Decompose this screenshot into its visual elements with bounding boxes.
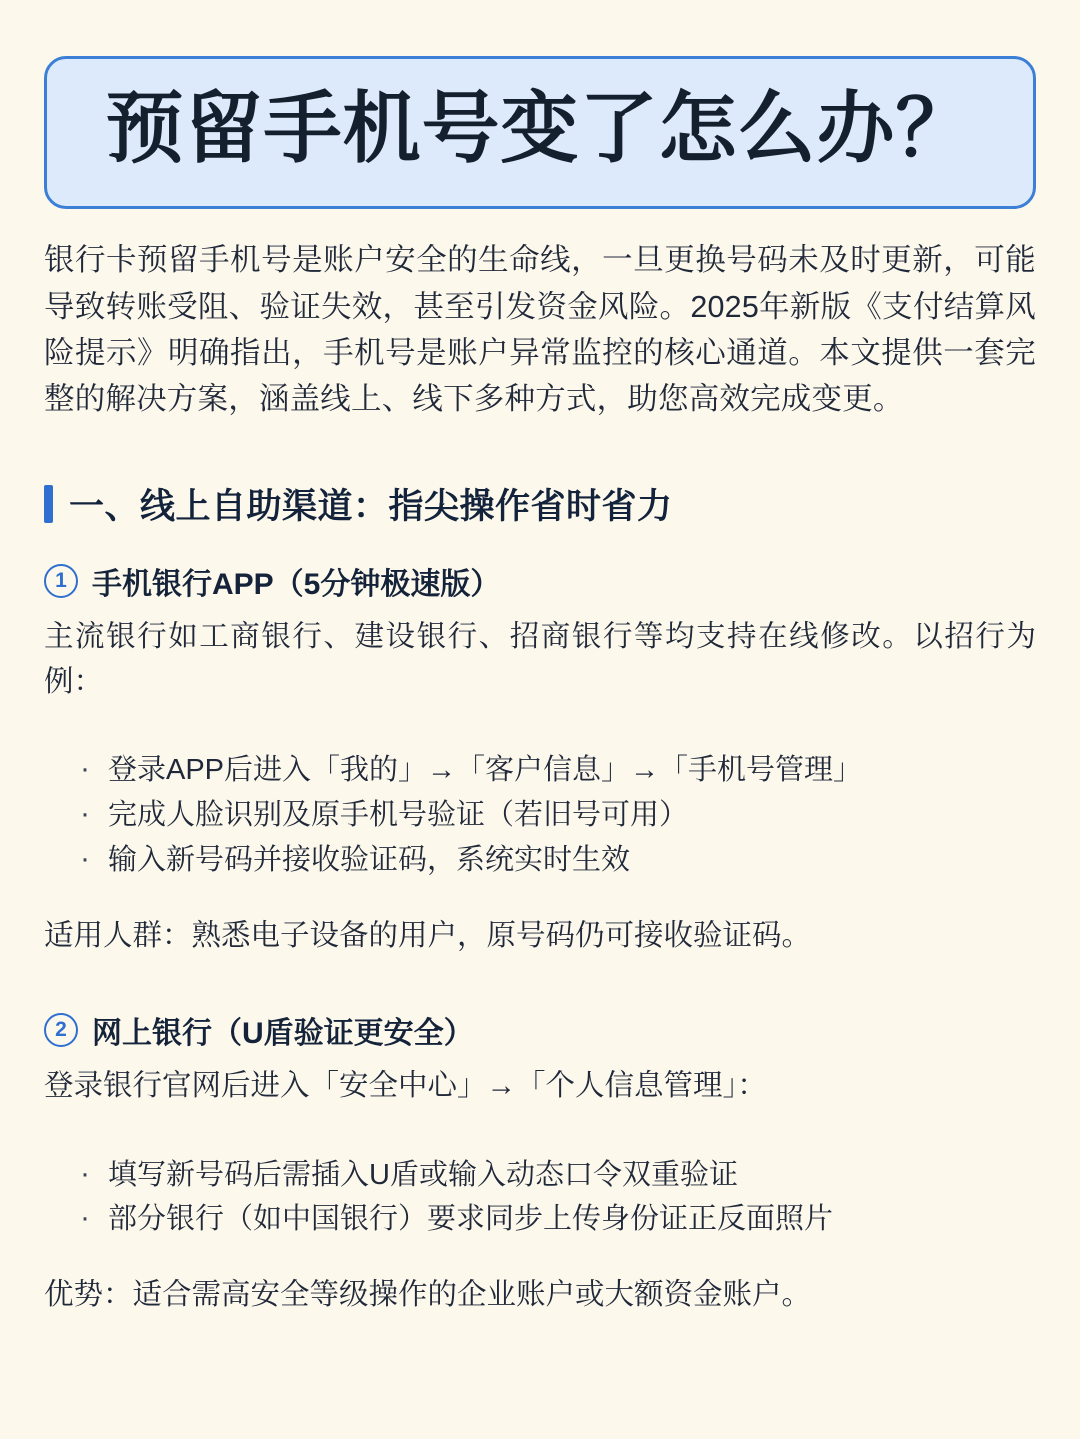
sub-heading-label-2: 网上银行（U盾验证更安全） xyxy=(92,1016,474,1050)
list-item: · 登录APP后进入「我的」→「客户信息」→「手机号管理」 xyxy=(74,749,1036,792)
lead-text-1: 主流银行如工商银行、建设银行、招商银行等均支持在线修改。以招行为例： xyxy=(44,620,1036,698)
note-text-1: 适用人群：熟悉电子设备的用户，原号码仍可接收验证码。 xyxy=(44,919,812,953)
intro-paragraph: 银行卡预留手机号是账户安全的生命线，一旦更换号码未及时更新，可能导致转账受阻、验证失效，甚至引发资金风险。2025年新版《支付结算风险提示》明确指出，手机号是账户异常监控的核心通道。本文提供一套完整的解决方案，涵盖线上、线下多种方式，助您高效完成变更。 xyxy=(44,243,1036,417)
section-heading xyxy=(44,479,1036,529)
bullet-list-1 xyxy=(44,749,1036,884)
number-badge-icon: 2 xyxy=(44,1013,78,1047)
number-badge-icon: 1 xyxy=(44,564,78,598)
list-item: · 填写新号码后需插入U盾或输入动态口令双重验证 xyxy=(74,1154,1036,1197)
sub-heading-2 xyxy=(44,1008,1036,1052)
section-accent-bar xyxy=(44,485,53,523)
sub-heading-1 xyxy=(44,559,1036,603)
list-item: · 完成人脸识别及原手机号验证（若旧号可用） xyxy=(74,794,1036,837)
lead-text-2: 登录银行官网后进入「安全中心」→「个人信息管理」： xyxy=(44,1068,767,1102)
title-card xyxy=(44,56,1036,209)
note-text-2: 优势：适合需高安全等级操作的企业账户或大额资金账户。 xyxy=(44,1278,812,1312)
section-title: 一、线上自助渠道：指尖操作省时省力 xyxy=(69,487,673,527)
list-item: · 输入新号码并接收验证码，系统实时生效 xyxy=(74,839,1036,882)
list-item: · 部分银行（如中国银行）要求同步上传身份证正反面照片 xyxy=(74,1198,1036,1241)
bullet-list-2 xyxy=(44,1154,1036,1244)
page-title: 预留手机号变了怎么办？ xyxy=(105,84,975,172)
sub-heading-label-1: 手机银行APP（5分钟极速版） xyxy=(92,568,501,602)
